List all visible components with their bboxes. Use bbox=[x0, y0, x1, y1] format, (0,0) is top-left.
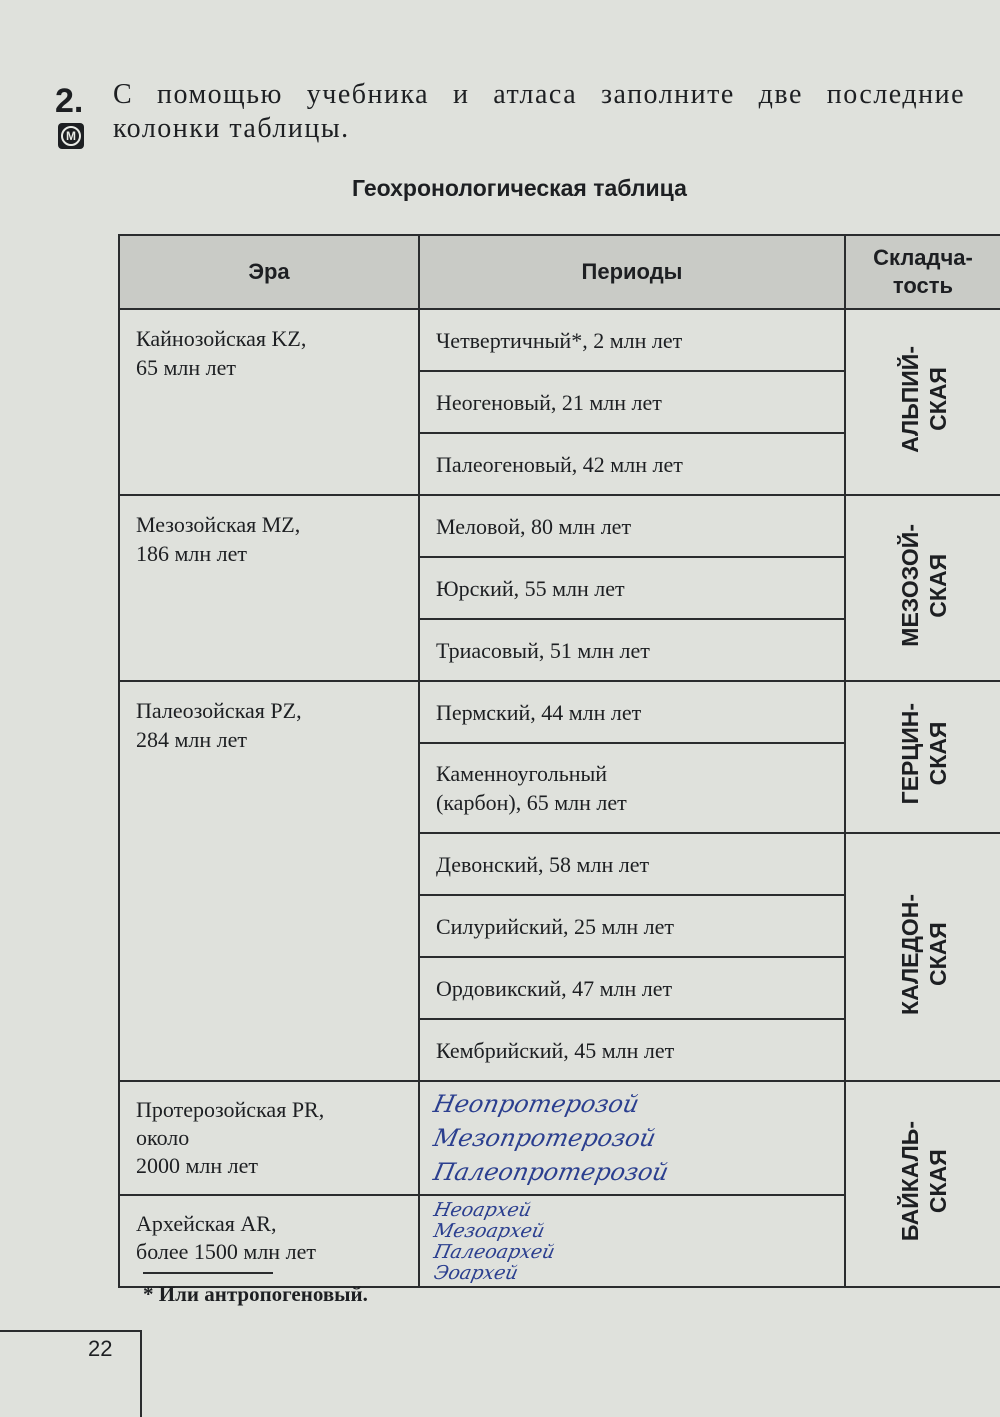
era-cell: Архейская AR, более 1500 млн лет bbox=[119, 1195, 419, 1287]
table-row bbox=[119, 681, 1000, 743]
period-cell: Четвертичный*, 2 млн лет bbox=[419, 309, 845, 371]
table-title: Геохронологическая таблица bbox=[352, 175, 687, 201]
period-cell: Неогеновый, 21 млн лет bbox=[419, 371, 845, 433]
handwritten-period: Неопротерозой bbox=[431, 1090, 642, 1118]
table-row bbox=[119, 495, 1000, 557]
handwritten-periods bbox=[419, 1081, 845, 1195]
era-cell: Палеозойская PZ, 284 млн лет bbox=[119, 681, 419, 1081]
era-cell: Мезозойская MZ, 186 млн лет bbox=[119, 495, 419, 681]
task-instruction: С помощью учебника и атласа заполните две последние колонки таблицы. bbox=[113, 79, 965, 144]
footnote: * Или антропогеновый. bbox=[143, 1282, 368, 1306]
handwritten-period: Палеоархей bbox=[431, 1241, 557, 1263]
page-number-box bbox=[0, 1330, 142, 1417]
header-era: Эра bbox=[119, 235, 419, 309]
folding-cell: ГЕРЦИН- СКАЯ bbox=[845, 681, 1000, 833]
footnote-divider bbox=[143, 1272, 273, 1274]
period-cell: Палеогеновый, 42 млн лет bbox=[419, 433, 845, 495]
header-periods: Периоды bbox=[419, 235, 845, 309]
folding-cell: БАЙКАЛЬ- СКАЯ bbox=[845, 1081, 1000, 1287]
period-cell: Триасовый, 51 млн лет bbox=[419, 619, 845, 681]
geochronological-table bbox=[118, 234, 1000, 1288]
folding-cell: АЛЬПИЙ- СКАЯ bbox=[845, 309, 1000, 495]
period-cell: Кембрийский, 45 млн лет bbox=[419, 1019, 845, 1081]
era-cell: Кайнозойская KZ, 65 млн лет bbox=[119, 309, 419, 495]
period-cell: Каменноугольный (карбон), 65 млн лет bbox=[419, 743, 845, 833]
handwritten-period: Палеопротерозой bbox=[431, 1158, 672, 1186]
task-number: 2. bbox=[55, 82, 84, 120]
handwritten-period: Мезоархей bbox=[431, 1220, 547, 1242]
folding-cell: МЕЗОЗОЙ- СКАЯ bbox=[845, 495, 1000, 681]
page-number: 22 bbox=[88, 1336, 113, 1361]
era-cell: Протерозойская PR, около 2000 млн лет bbox=[119, 1081, 419, 1195]
handwritten-period: Мезопротерозой bbox=[431, 1124, 659, 1152]
period-cell: Силурийский, 25 млн лет bbox=[419, 895, 845, 957]
period-cell: Ордовикский, 47 млн лет bbox=[419, 957, 845, 1019]
handwritten-period: Неоархей bbox=[431, 1199, 534, 1221]
handwritten-periods bbox=[419, 1195, 845, 1287]
method-badge-icon: М bbox=[58, 123, 84, 149]
period-cell: Девонский, 58 млн лет bbox=[419, 833, 845, 895]
period-cell: Меловой, 80 млн лет bbox=[419, 495, 845, 557]
folding-cell: КАЛЕДОН- СКАЯ bbox=[845, 833, 1000, 1081]
header-folding: Складча- тость bbox=[845, 235, 1000, 309]
period-cell: Пермский, 44 млн лет bbox=[419, 681, 845, 743]
handwritten-period: Эоархей bbox=[431, 1262, 521, 1284]
table-row bbox=[119, 1081, 1000, 1195]
table-row bbox=[119, 309, 1000, 371]
period-cell: Юрский, 55 млн лет bbox=[419, 557, 845, 619]
